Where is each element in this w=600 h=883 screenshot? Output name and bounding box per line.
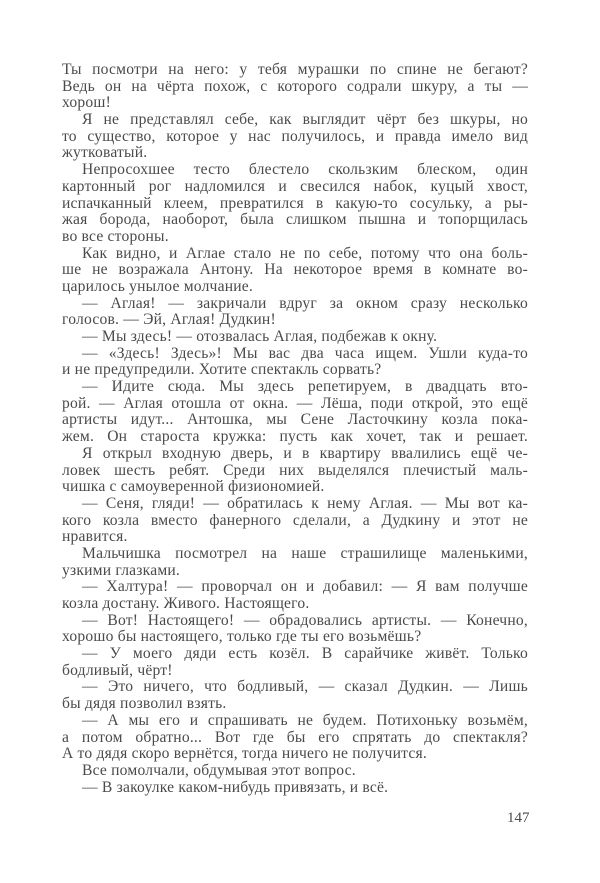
text-line: — Идите сюда. Мы здесь репетируем, в двадцать вто- <box>82 378 528 396</box>
text-line: кого козла вместо фанерного сделали, а Дудкину и этот не <box>62 511 528 529</box>
text-line: — А мы его и спрашивать не будем. Потихоньку возьмём, <box>82 711 528 729</box>
text-line: — Аглая! — закричали вдруг за окном сразу несколько <box>82 294 528 312</box>
text-line: Я открыл входную дверь, и в квартиру ввалились ещё че- <box>82 444 528 462</box>
text-line: картонный рог надломился и свесился набок, куцый хвост, <box>62 177 528 195</box>
text-line: бы дядя позволил взять. <box>62 695 227 713</box>
text-line: хорошо бы настоящего, только где ты его возьмёшь? <box>62 628 422 646</box>
text-line: рой. — Аглая отошла от окна. — Лёша, поди открой, это ещё <box>62 394 528 412</box>
text-line: Ты посмотри на него: у тебя мурашки по спине не бегают? <box>62 61 528 78</box>
text-line: Мальчишка посмотрел на наше страшилище маленькими, <box>82 544 528 562</box>
text-line: — Это ничего, что бодливый, — сказал Дудкин. — Лишь <box>82 678 528 696</box>
text-line: нравится. <box>62 528 128 546</box>
text-line: Я не представлял себе, как выглядит чёрт без шкуры, но <box>82 111 528 129</box>
text-line: — Вот! Настоящего! — обрадовались артисты. — Конечно, <box>82 611 528 629</box>
text-line: жая борода, наоборот, была слишком пышна и топорщилась <box>62 211 528 229</box>
text-line: жутковатый. <box>62 144 148 162</box>
text-line: Непросохшее тесто блестело скользким блеском, один <box>82 161 528 179</box>
page-number: 147 <box>507 810 530 826</box>
text-line: жем. Он староста кружка: пусть как хочет, так и решает. <box>62 428 528 446</box>
text-line: — «Здесь! Здесь»! Мы вас два часа ищем. Ушли куда-то <box>82 344 528 362</box>
text-line: голосов. — Эй, Аглая! Дудкин! <box>62 311 276 329</box>
text-line: во все стороны. <box>62 227 169 245</box>
text-line: Как видно, и Аглае стало не по себе, потому что она боль- <box>82 244 528 262</box>
text-line: то существо, которое у нас получилось, и правда имело вид <box>62 127 528 145</box>
text-line: ше не возражала Антону. На некоторое время в комнате во- <box>62 261 528 279</box>
text-line: артисты идут... Антошка, мы Сене Ласточкину козла пока- <box>62 411 528 429</box>
text-line: чишка с самоуверенной физиономией. <box>62 478 325 496</box>
text-line: — Сеня, гляди! — обратилась к нему Аглая. — Мы вот ка- <box>82 494 528 512</box>
text-line: а потом обратно... Вот где бы его спрятать до спектакля? <box>62 728 528 746</box>
page-body-text <box>62 62 528 796</box>
text-line: А то дядя скоро вернётся, тогда ничего не получится. <box>62 745 427 763</box>
text-line: — В закоулке каком-нибудь привязать, и всё. <box>82 778 389 796</box>
text-line: испачканный клеем, превратился в какую-то сосульку, а ры- <box>62 194 528 212</box>
text-line: и не предупредили. Хотите спектакль сорвать? <box>62 361 382 379</box>
text-line: царилось унылое молчание. <box>62 277 254 295</box>
text-line: ловек шесть ребят. Среди них выделялся плечистый маль- <box>62 461 528 479</box>
text-line: Ведь он на чёрта похож, с которого содрали шкуру, а ты — <box>62 77 528 95</box>
text-line: узкими глазками. <box>62 561 181 579</box>
text-line: бодливый, чёрт! <box>62 661 173 679</box>
text-line: — Халтура! — проворчал он и добавил: — Я вам получше <box>82 578 528 596</box>
text-line: хорош! <box>62 94 111 112</box>
text-line: — Мы здесь! — отозвалась Аглая, подбежав к окну. <box>82 328 438 345</box>
text-line: Все помолчали, обдумывая этот вопрос. <box>82 761 356 779</box>
text-line: козла достану. Живого. Настоящего. <box>62 595 310 612</box>
text-line: — У моего дяди есть козёл. В сарайчике живёт. Только <box>82 645 528 663</box>
